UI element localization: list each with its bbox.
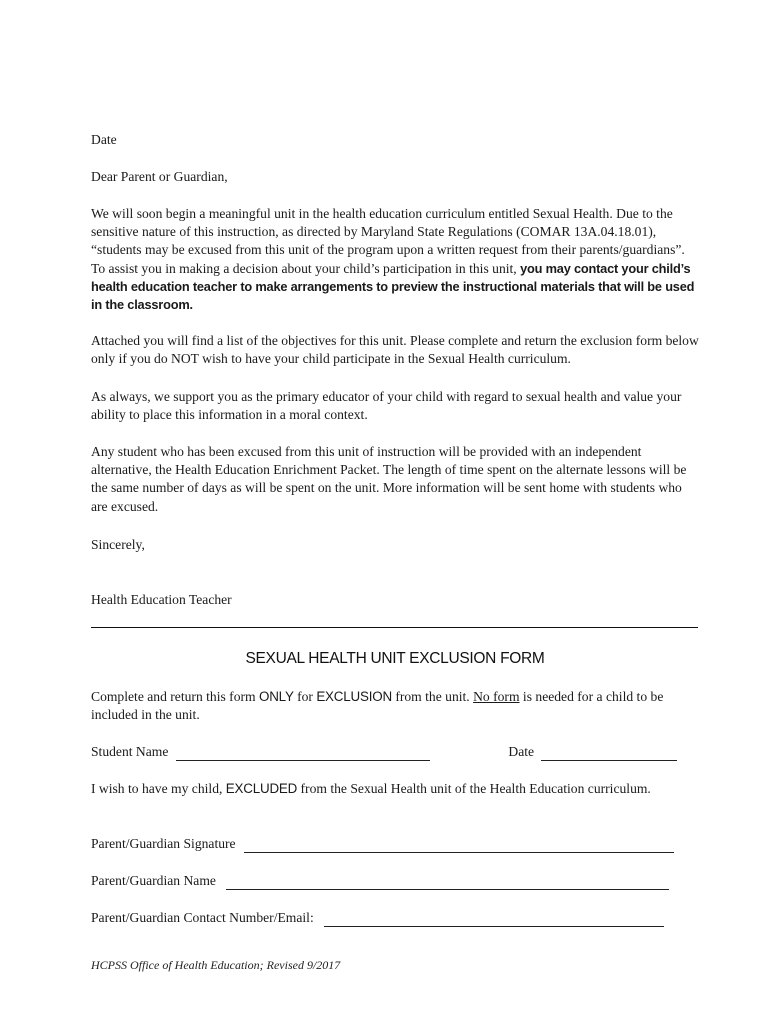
student-name-row [91,743,699,761]
paragraph-1-bold: you may contact your child’s health education teacher to make arrangements to preview the instructional materials that will be used in the classroom. [91,260,695,313]
guardian-name-label: Parent/Guardian Name [91,873,216,888]
letter-paragraph-2: Attached you will find a list of the objectives for this unit. Please complete and return the exclusion form below only if you do NOT wish to have your child participate in the Sexual Health curriculum. [91,333,699,367]
letter-closing: Sincerely, [91,537,145,552]
form-date-label: Date [508,744,535,759]
exclusion-text-1: I wish to have my child, [91,781,226,796]
form-intro-only: ONLY [259,689,294,704]
letter-signature: Health Education Teacher [91,592,232,607]
guardian-contact-row [91,909,664,927]
form-intro-no-form: No form [473,689,520,704]
paragraph-1-text: We will soon begin a meaningful unit in the health education curriculum entitled Sexual Health. Due to the sensitive nature of this instruction, as directed by Maryland State Regulations (COMAR 13A.04.18.01), “students may be excused from this unit of the program upon a written request from their parents/guardians”. To assist you in making a decision about your child’s participation in this unit, [91,206,685,276]
guardian-contact-field[interactable] [324,913,664,927]
guardian-signature-field[interactable] [244,839,674,853]
form-intro-text-2: for [293,689,317,704]
separator-line [91,627,698,628]
letter-paragraph-4: Any student who has been excused from this unit of instruction will be provided with an independent alternative, the Health Education Enrichment Packet. The length of time spent on the alternate lessons will be the same number of days as will be spent on the unit. More information will be sent home with students who are excused. [91,444,687,514]
form-date-field[interactable] [541,747,677,761]
form-intro-exclusion: EXCLUSION [316,689,392,704]
letter-page [91,0,699,1024]
form-intro-text-4: is needed for a child to be included in the unit. [91,689,664,723]
exclusion-excluded: EXCLUDED [225,781,298,796]
footer-revision: HCPSS Office of Health Education; Revised 9/2017 [91,958,341,972]
guardian-signature-label: Parent/Guardian Signature [91,836,236,851]
form-intro-text-3: from the unit. [391,689,474,704]
guardian-contact-label: Parent/Guardian Contact Number/Email: [91,910,314,925]
letter-paragraph-1 [91,205,699,314]
letter-paragraph-3: As always, we support you as the primary educator of your child with regard to sexual health and value your ability to place this information in a moral context. [91,389,682,423]
exclusion-statement [91,780,699,798]
letter-salutation: Dear Parent or Guardian, [91,169,228,184]
guardian-name-row [91,872,669,890]
form-intro [91,688,699,724]
signature-row [91,835,674,853]
exclusion-text-2: from the Sexual Health unit of the Health Education curriculum. [297,781,651,796]
form-intro-text-1: Complete and return this form [91,689,259,704]
form-title: SEXUAL HEALTH UNIT EXCLUSION FORM [245,650,545,667]
student-name-label: Student Name [91,744,169,759]
letter-date-label: Date [91,132,117,147]
student-name-field[interactable] [176,747,430,761]
guardian-name-field[interactable] [226,876,669,890]
